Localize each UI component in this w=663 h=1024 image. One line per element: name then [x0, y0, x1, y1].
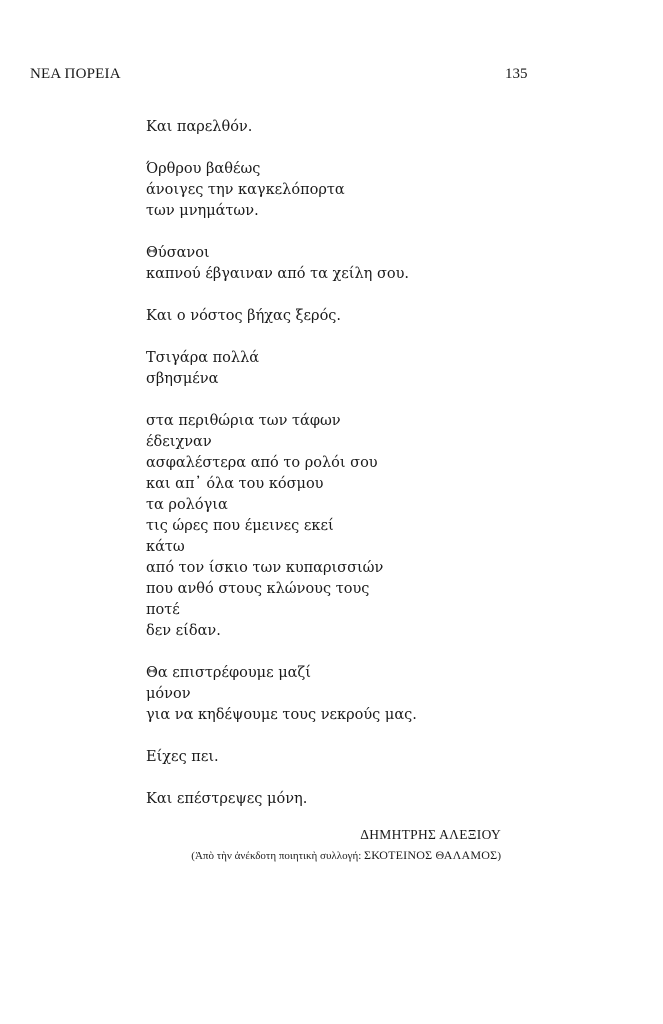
poem-line: Και παρελθόν.	[146, 119, 253, 135]
poem-line: Τσιγάρα πολλά	[146, 350, 260, 366]
stanza-8	[146, 747, 417, 768]
stanza-5	[146, 348, 417, 390]
source-suffix: )	[497, 850, 501, 862]
page-number: 135	[505, 66, 528, 82]
poem-line: που ανθό στους κλώνους τους	[146, 581, 370, 597]
poem-line: Είχες πει.	[146, 749, 219, 765]
stanza-1	[146, 117, 417, 138]
running-header-journal: ΝΕΑ ΠΟΡΕΙΑ	[30, 66, 121, 82]
source-note	[191, 848, 501, 863]
poem-line: ασφαλέστερα από το ρολόι σου	[146, 455, 378, 471]
author-signature: ΔΗΜΗΤΡΗΣ ΑΛΕΞΙΟΥ	[360, 827, 501, 842]
poem-line: για να κηδέψουμε τους νεκρούς μας.	[146, 707, 417, 723]
stanza-2	[146, 159, 417, 222]
poem-line: από τον ίσκιο των κυπαρισσιών	[146, 560, 384, 576]
poem-line: έδειχναν	[146, 434, 212, 450]
stanza-4	[146, 306, 417, 327]
poem-line: δεν είδαν.	[146, 623, 221, 639]
poem-line: ποτέ	[146, 602, 180, 618]
stanza-7	[146, 663, 417, 726]
stanza-6	[146, 411, 417, 642]
stanza-9	[146, 789, 417, 810]
poem-body	[146, 117, 417, 810]
source-title: ΣΚΟΤΕΙΝΟΣ ΘΑΛΑΜΟΣ	[364, 848, 498, 862]
poem-line: τις ώρες που έμεινες εκεί	[146, 518, 334, 534]
poem-line: Όρθρου βαθέως	[146, 161, 261, 177]
poem-line: καπνού έβγαιναν από τα χείλη σου.	[146, 266, 410, 282]
poem-line: άνοιγες την καγκελόπορτα	[146, 182, 345, 198]
poem-line: Θα επιστρέφουμε μαζί	[146, 665, 311, 681]
poem-line: στα περιθώρια των τάφων	[146, 413, 341, 429]
poem-line: τα ρολόγια	[146, 497, 228, 513]
poem-line: Και ο νόστος βήχας ξερός.	[146, 308, 342, 324]
poem-line: των μνημάτων.	[146, 203, 259, 219]
poem-line: Και επέστρεψες μόνη.	[146, 791, 308, 807]
poem-line: και απ᾽ όλα του κόσμου	[146, 476, 324, 492]
poem-line: κάτω	[146, 539, 185, 555]
source-prefix: (Ἀπὸ τὴν ἀνέκδοτη ποιητικὴ συλλογή:	[191, 850, 365, 862]
poem-line: μόνον	[146, 686, 191, 702]
poem-line: σβησμένα	[146, 371, 219, 387]
poem-line: Θύσανοι	[146, 245, 210, 261]
stanza-3	[146, 243, 417, 285]
